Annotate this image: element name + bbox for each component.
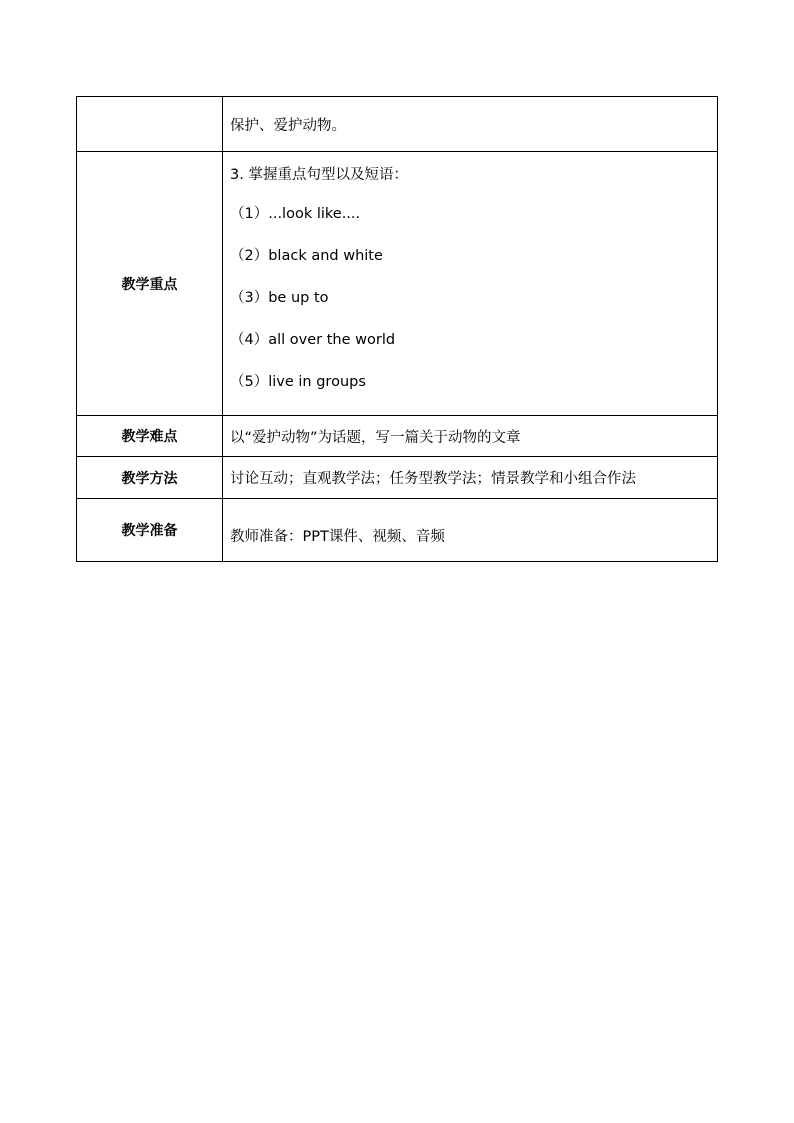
table-row (77, 499, 718, 562)
row-label-key-points: 教学重点 (77, 152, 223, 416)
key-point-item: （4）all over the world (230, 332, 396, 348)
content-text: 以“爱护动物”为话题，写一篇关于动物的文章 (230, 429, 521, 446)
table-row (77, 457, 718, 499)
row-content-key-points (223, 152, 718, 416)
row-label-methods: 教学方法 (77, 457, 223, 499)
row-content-difficulties (223, 416, 718, 457)
key-point-item: （2）black and white (230, 248, 383, 264)
key-point-item: （1）...look like.... (230, 206, 361, 222)
content-text: 讨论互动；直观教学法；任务型教学法；情景教学和小组合作法 (230, 471, 636, 487)
key-point-item: （5）live in groups (230, 374, 366, 390)
key-points-intro: 3. 掌握重点句型以及短语： (230, 167, 408, 183)
content-text: 保护、爱护动物。 (230, 117, 346, 134)
row-label-difficulties: 教学难点 (77, 416, 223, 457)
content-text: 教师准备：PPT课件、视频、音频 (230, 528, 445, 545)
lesson-plan-table (76, 96, 718, 562)
table-row (77, 97, 718, 152)
row-content-preparation (223, 499, 718, 562)
table-row (77, 152, 718, 416)
row-label-preparation: 教学准备 (77, 499, 223, 562)
row-content-protect-animals (223, 97, 718, 152)
key-point-item: （3）be up to (230, 290, 329, 306)
table-row (77, 416, 718, 457)
row-label-empty (77, 97, 223, 152)
row-content-methods (223, 457, 718, 499)
